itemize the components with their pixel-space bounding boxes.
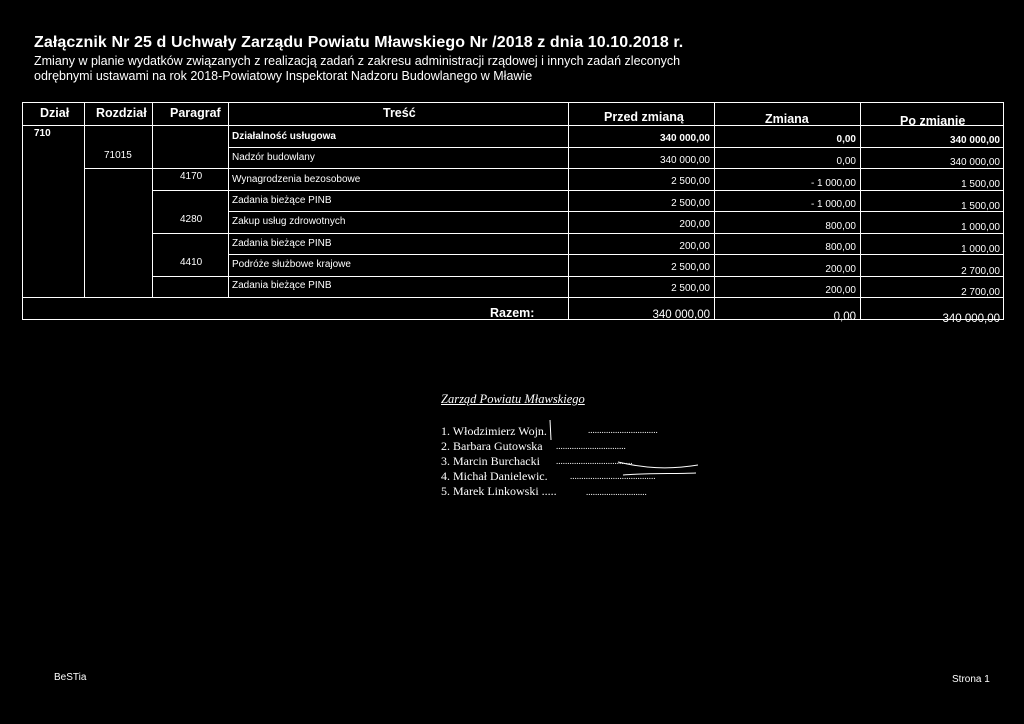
column-header-przed-zmiana: Przed zmianą (604, 110, 684, 124)
cell-tresc: Nadzór budowlany (232, 152, 315, 163)
column-header-tresc: Treść (383, 106, 416, 120)
cell-zmiana: 800,00 (825, 221, 856, 232)
cell-przed: 200,00 (679, 219, 710, 230)
cell-po: 2 700,00 (961, 287, 1000, 298)
cell-przed: 200,00 (679, 241, 710, 252)
cell-paragraf: 4410 (180, 257, 203, 268)
cell-tresc: Zadania bieżące PINB (232, 195, 332, 206)
column-header-po-zmianie: Po zmianie (900, 114, 966, 128)
cell-rozdzial: 71015 (104, 150, 132, 161)
signature-member-name: 1. Włodzimierz Wojn. (441, 424, 547, 438)
cell-tresc: Zadania bieżące PINB (232, 238, 332, 249)
cell-po: 1 000,00 (961, 222, 1000, 233)
cell-tresc: Wynagrodzenia bezosobowe (232, 174, 361, 185)
cell-przed: 340 000,00 (659, 133, 710, 144)
cell-przed: 2 500,00 (671, 262, 710, 273)
signature-member-name: 4. Michał Danielewic. (441, 469, 548, 483)
total-po: 340 000,00 (942, 313, 1000, 325)
cell-paragraf: 4170 (180, 171, 203, 182)
cell-zmiana: - 1 000,00 (810, 199, 856, 210)
signature-dots: .................................. (556, 456, 633, 466)
cell-przed: 2 500,00 (671, 176, 710, 187)
cell-zmiana: 0,00 (836, 134, 856, 145)
cell-po: 1 000,00 (961, 244, 1000, 255)
column-header-paragraf: Paragraf (170, 106, 221, 120)
total-przed: 340 000,00 (652, 309, 710, 321)
signature-dots: ............................... (588, 425, 658, 435)
cell-po: 1 500,00 (961, 179, 1000, 190)
cell-przed: 2 500,00 (671, 198, 710, 209)
document-title: Załącznik Nr 25 d Uchwały Zarządu Powiatu Mławskiego Nr /2018 z dnia 10.10.2018 r. (34, 34, 684, 51)
cell-przed: 340 000,00 (659, 155, 710, 166)
signature-dots: ............................... (556, 441, 626, 451)
footer-left: BeSTia (54, 672, 87, 683)
cell-po: 340 000,00 (949, 157, 1000, 168)
cell-po: 2 700,00 (961, 266, 1000, 277)
cell-tresc: Podróże służbowe krajowe (232, 259, 351, 270)
total-zmiana: 0,00 (833, 311, 856, 323)
column-header-dzial: Dział (40, 106, 70, 120)
cell-tresc: Działalność usługowa (232, 131, 336, 142)
cell-po: 340 000,00 (949, 135, 1000, 146)
page-number: Strona 1 (952, 674, 990, 685)
signature-member-name: 3. Marcin Burchacki (441, 454, 540, 468)
column-header-zmiana: Zmiana (765, 112, 809, 126)
document-subtitle-line-1: Zmiany w planie wydatków związanych z realizacją zadań z zakresu administracji rządowej i innych zadań zleconych (34, 54, 681, 68)
cell-zmiana: 0,00 (836, 156, 856, 167)
signature-dots: ........................... (586, 487, 647, 497)
cell-zmiana: 200,00 (825, 264, 856, 275)
cell-przed: 2 500,00 (671, 283, 710, 294)
cell-tresc: Zadania bieżące PINB (232, 280, 332, 291)
cell-dzial: 710 (34, 128, 51, 139)
signature-dots: ...................................... (570, 471, 656, 481)
column-header-rozdzial: Rozdział (96, 106, 147, 120)
document-subtitle-line-2: odrębnymi ustawami na rok 2018-Powiatowy Inspektorat Nadzoru Budowlanego w Mławie (34, 69, 533, 83)
signature-member-name: 2. Barbara Gutowska (441, 439, 543, 453)
signature-member-name: 5. Marek Linkowski ..... (441, 484, 557, 498)
cell-paragraf: 4280 (180, 214, 203, 225)
cell-tresc: Zakup usług zdrowotnych (232, 216, 346, 227)
cell-zmiana: 800,00 (825, 242, 856, 253)
cell-po: 1 500,00 (961, 201, 1000, 212)
cell-zmiana: - 1 000,00 (810, 178, 856, 189)
handwritten-signature-marks (548, 418, 698, 498)
total-label: Razem: (490, 306, 535, 320)
signature-heading: Zarząd Powiatu Mławskiego (441, 392, 585, 406)
cell-zmiana: 200,00 (825, 285, 856, 296)
